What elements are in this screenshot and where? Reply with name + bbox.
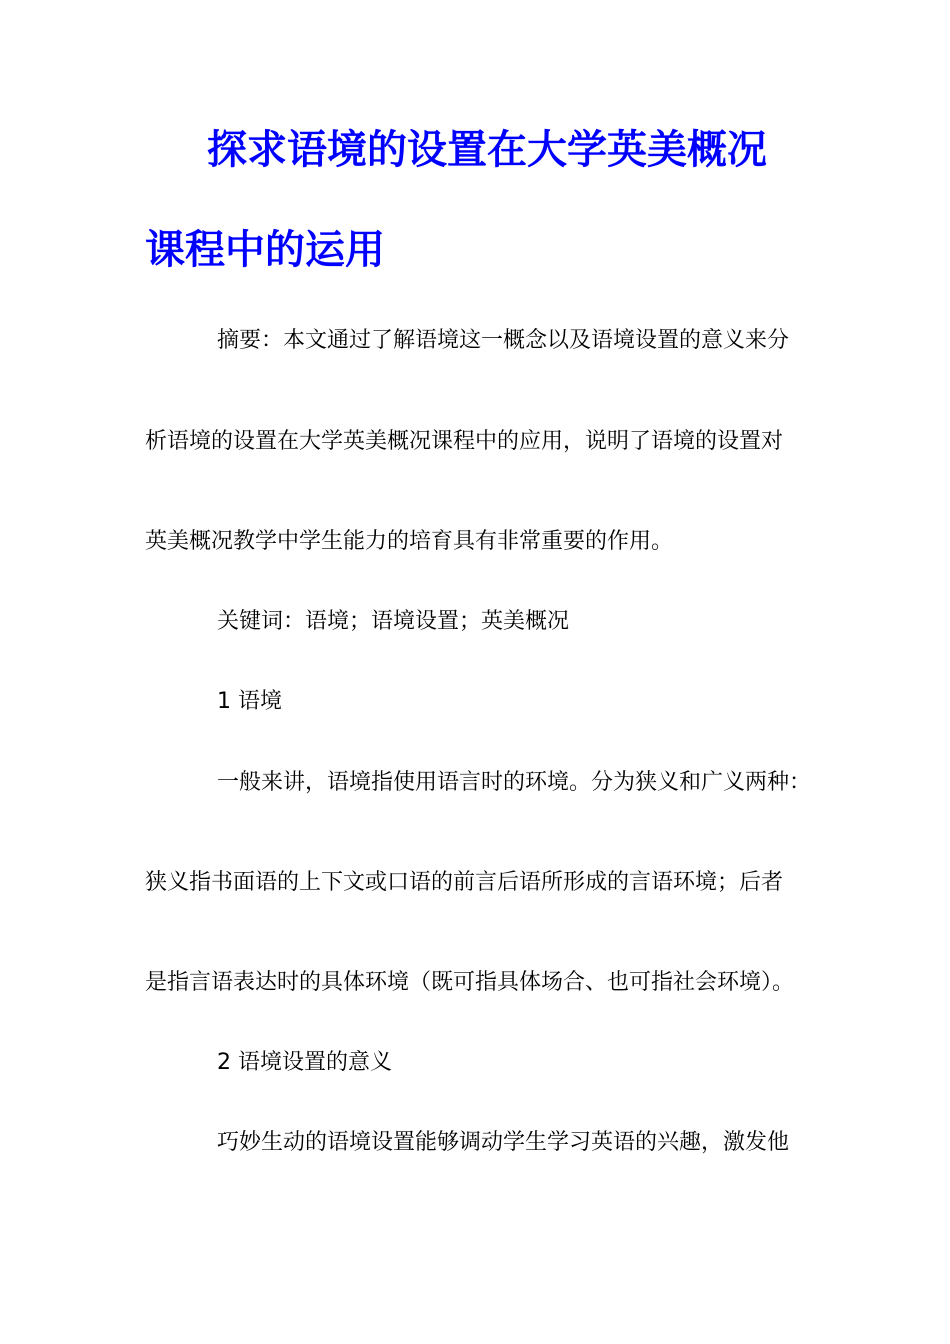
title-line-1: 探求语境的设置在大学英美概况 — [207, 127, 767, 173]
section-1-paragraph-line-1: 一般来讲，语境指使用语言时的环境。分为狭义和广义两种： — [217, 770, 812, 795]
section-1-paragraph-line-3: 是指言语表达时的具体环境（既可指具体场合、也可指社会环境）。 — [145, 970, 795, 995]
title-line-2: 课程中的运用 — [145, 227, 385, 273]
abstract-line-2: 析语境的设置在大学英美概况课程中的应用，说明了语境的设置对 — [145, 429, 784, 454]
abstract-line-1: 摘要：本文通过了解语境这一概念以及语境设置的意义来分 — [217, 328, 790, 353]
section-2-paragraph-line-1: 巧妙生动的语境设置能够调动学生学习英语的兴趣，激发他 — [217, 1130, 790, 1155]
section-1-paragraph-line-2: 狭义指书面语的上下文或口语的前言后语所形成的言语环境；后者 — [145, 870, 784, 895]
keywords-line: 关键词：语境；语境设置；英美概况 — [217, 609, 570, 634]
section-1-heading: 1 语境 — [217, 689, 282, 714]
section-2-heading: 2 语境设置的意义 — [217, 1050, 392, 1075]
abstract-line-3: 英美概况教学中学生能力的培育具有非常重要的作用。 — [145, 529, 674, 554]
